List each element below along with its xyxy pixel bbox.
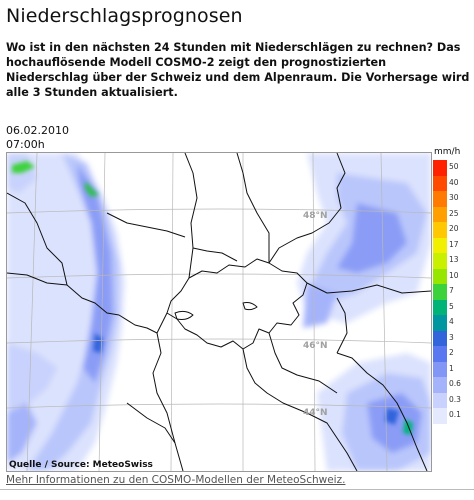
precip-area-northeast bbox=[297, 153, 431, 328]
legend-item bbox=[433, 315, 463, 331]
legend-label: 0.1 bbox=[449, 410, 461, 419]
legend-label: 20 bbox=[449, 224, 459, 233]
legend-swatch bbox=[433, 408, 447, 424]
legend-item bbox=[433, 253, 463, 269]
lat-label-44: 44°N bbox=[303, 408, 328, 418]
legend-swatch bbox=[433, 222, 447, 238]
map-source-credit: Quelle / Source: MeteoSwiss bbox=[9, 460, 153, 470]
legend-item bbox=[433, 300, 463, 316]
legend-swatch bbox=[433, 269, 447, 285]
forecast-timestamp bbox=[6, 124, 69, 151]
legend-label: 2 bbox=[449, 348, 454, 357]
legend-swatch bbox=[433, 191, 447, 207]
footer-divider bbox=[0, 489, 474, 490]
legend-item bbox=[433, 362, 463, 378]
legend-item bbox=[433, 346, 463, 362]
legend-label: 13 bbox=[449, 255, 459, 264]
legend-label: 5 bbox=[449, 301, 454, 311]
legend-item bbox=[433, 269, 463, 285]
legend-swatch bbox=[433, 284, 447, 300]
precip-area-southeast bbox=[317, 353, 431, 471]
legend-item bbox=[433, 331, 463, 347]
legend-label: 50 bbox=[449, 162, 459, 171]
legend-label: 7 bbox=[449, 286, 454, 295]
legend-swatch bbox=[433, 346, 447, 362]
page-title: Niederschlagsprognosen bbox=[6, 5, 243, 27]
legend-label: 30 bbox=[449, 193, 459, 202]
legend-swatch bbox=[433, 207, 447, 223]
forecast-time: 07:00h bbox=[6, 137, 45, 151]
legend-label: 4 bbox=[449, 317, 454, 326]
legend-swatch bbox=[433, 300, 447, 316]
legend-swatch bbox=[433, 238, 447, 254]
legend-item bbox=[433, 207, 463, 223]
legend-label: 10 bbox=[449, 270, 459, 280]
legend-swatch bbox=[433, 393, 447, 409]
precip-area-west bbox=[7, 153, 125, 471]
legend-item bbox=[433, 176, 463, 192]
precipitation-legend bbox=[433, 148, 463, 470]
intro-text: Wo ist in den nächsten 24 Stunden mit Niederschlägen zu rechnen? Das hochauflösende Modell COSMO-2 zeigt den prognostizierten Niederschlag über der Schweiz und dem Alpenraum. Die Vorhersage wird alle 3 Stunden aktualisiert. bbox=[6, 41, 470, 99]
lat-label-46: 46°N bbox=[303, 341, 328, 351]
legend-swatch bbox=[433, 160, 447, 176]
legend-label: 0.3 bbox=[449, 394, 461, 404]
legend-swatch bbox=[433, 377, 447, 393]
legend-label: 25 bbox=[449, 208, 459, 218]
legend-swatch bbox=[433, 331, 447, 347]
legend-item bbox=[433, 160, 463, 176]
legend-label: 1 bbox=[449, 363, 454, 373]
legend-label: 0.6 bbox=[449, 379, 461, 388]
precipitation-map bbox=[6, 152, 432, 472]
cosmo-info-link[interactable]: Mehr Informationen zu den COSMO-Modellen der MeteoSchweiz. bbox=[6, 474, 346, 486]
forecast-date: 06.02.2010 bbox=[6, 124, 69, 137]
legend-item bbox=[433, 393, 463, 409]
legend-label: 3 bbox=[449, 332, 454, 342]
map-canvas bbox=[7, 153, 431, 471]
legend-swatch bbox=[433, 253, 447, 269]
legend-item bbox=[433, 238, 463, 254]
lat-label-48: 48°N bbox=[303, 211, 328, 221]
legend-item bbox=[433, 408, 463, 424]
legend-scale bbox=[433, 160, 463, 424]
legend-swatch bbox=[433, 315, 447, 331]
legend-item bbox=[433, 284, 463, 300]
legend-swatch bbox=[433, 176, 447, 192]
legend-unit: mm/h bbox=[434, 147, 461, 157]
legend-label: 40 bbox=[449, 177, 459, 187]
legend-item bbox=[433, 377, 463, 393]
legend-item bbox=[433, 191, 463, 207]
legend-label: 17 bbox=[449, 239, 459, 249]
legend-swatch bbox=[433, 362, 447, 378]
legend-item bbox=[433, 222, 463, 238]
